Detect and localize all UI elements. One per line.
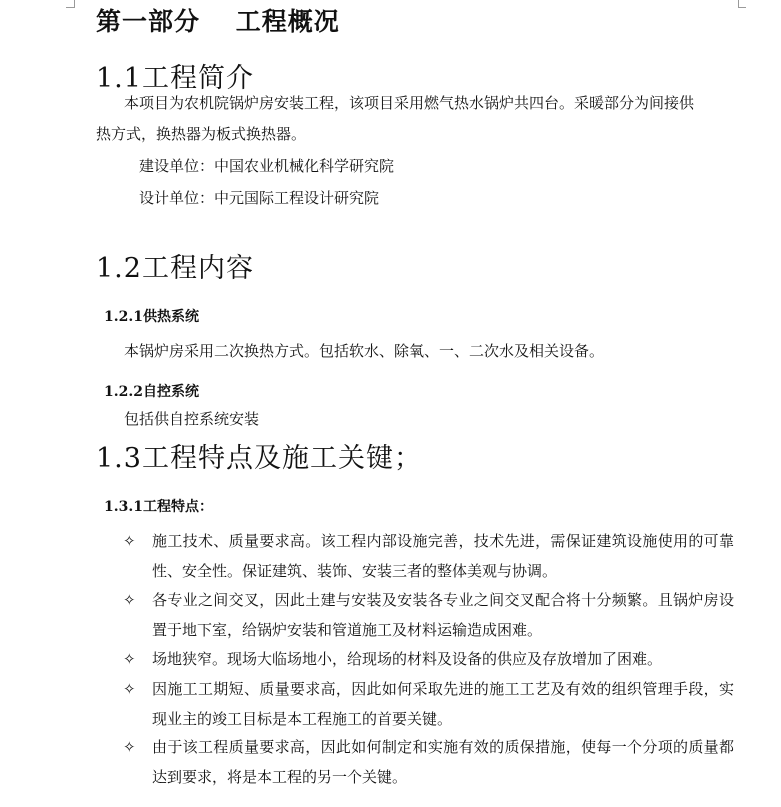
bullet-diamond-icon: ✧ [123,680,136,698]
control-system-text: 包括供自控系统安装 [124,410,260,428]
page-corner-mark-left [66,7,74,8]
section-heading-1-2: 1.2工程内容 [96,253,254,284]
bullet-diamond-icon: ✧ [123,738,136,756]
paragraph-intro-line1: 本项目为农机院锅炉房安装工程，该项目采用燃气热水锅炉共四台。采暖部分为间接供 [124,94,695,112]
page-corner-mark-left [74,0,75,8]
heating-system-text: 本锅炉房采用二次换热方式。包括软水、除氧、一、二次水及相关设备。 [124,342,605,360]
page-corner-mark-right [738,7,746,8]
designer-line: 设计单位：中元国际工程设计研究院 [139,189,380,207]
bullet-item: 因施工工期短、质量要求高，因此如何采取先进的施工工艺及有效的组织管理手段，实现业主的竣工目标是本工程施工的首要关键。 [152,680,734,728]
bullet-diamond-icon: ✧ [123,650,136,668]
builder-line: 建设单位：中国农业机械化科学研究院 [139,157,395,175]
subsection-heading-1-2-1: 1.2.1供热系统 [104,309,199,325]
section-heading-1-1: 1.1工程简介 [96,63,254,94]
part-title: 第一部分 工程概况 [96,7,340,36]
section-heading-1-3: 1.3工程特点及施工关键； [96,443,422,474]
bullet-item: 由于该工程质量要求高，因此如何制定和实施有效的质保措施，使每一个分项的质量都达到要求，将是本工程的另一个关键。 [152,738,734,786]
bullet-item: 施工技术、质量要求高。该工程内部设施完善，技术先进，需保证建筑设施使用的可靠性、安全性。保证建筑、装饰、安装三者的整体美观与协调。 [152,532,734,580]
paragraph-intro-line2: 热方式，换热器为板式换热器。 [96,125,307,143]
subsection-heading-1-2-2: 1.2.2自控系统 [104,384,199,400]
bullet-diamond-icon: ✧ [123,591,136,609]
bullet-item: 各专业之间交叉，因此土建与安装及安装各专业之间交叉配合将十分频繁。且锅炉房设置于地下室，给锅炉安装和管道施工及材料运输造成困难。 [152,591,734,639]
bullet-diamond-icon: ✧ [123,532,136,550]
bullet-item: 场地狭窄。现场大临场地小，给现场的材料及设备的供应及存放增加了困难。 [152,650,663,668]
subsection-heading-1-3-1: 1.3.1工程特点： [104,499,213,515]
